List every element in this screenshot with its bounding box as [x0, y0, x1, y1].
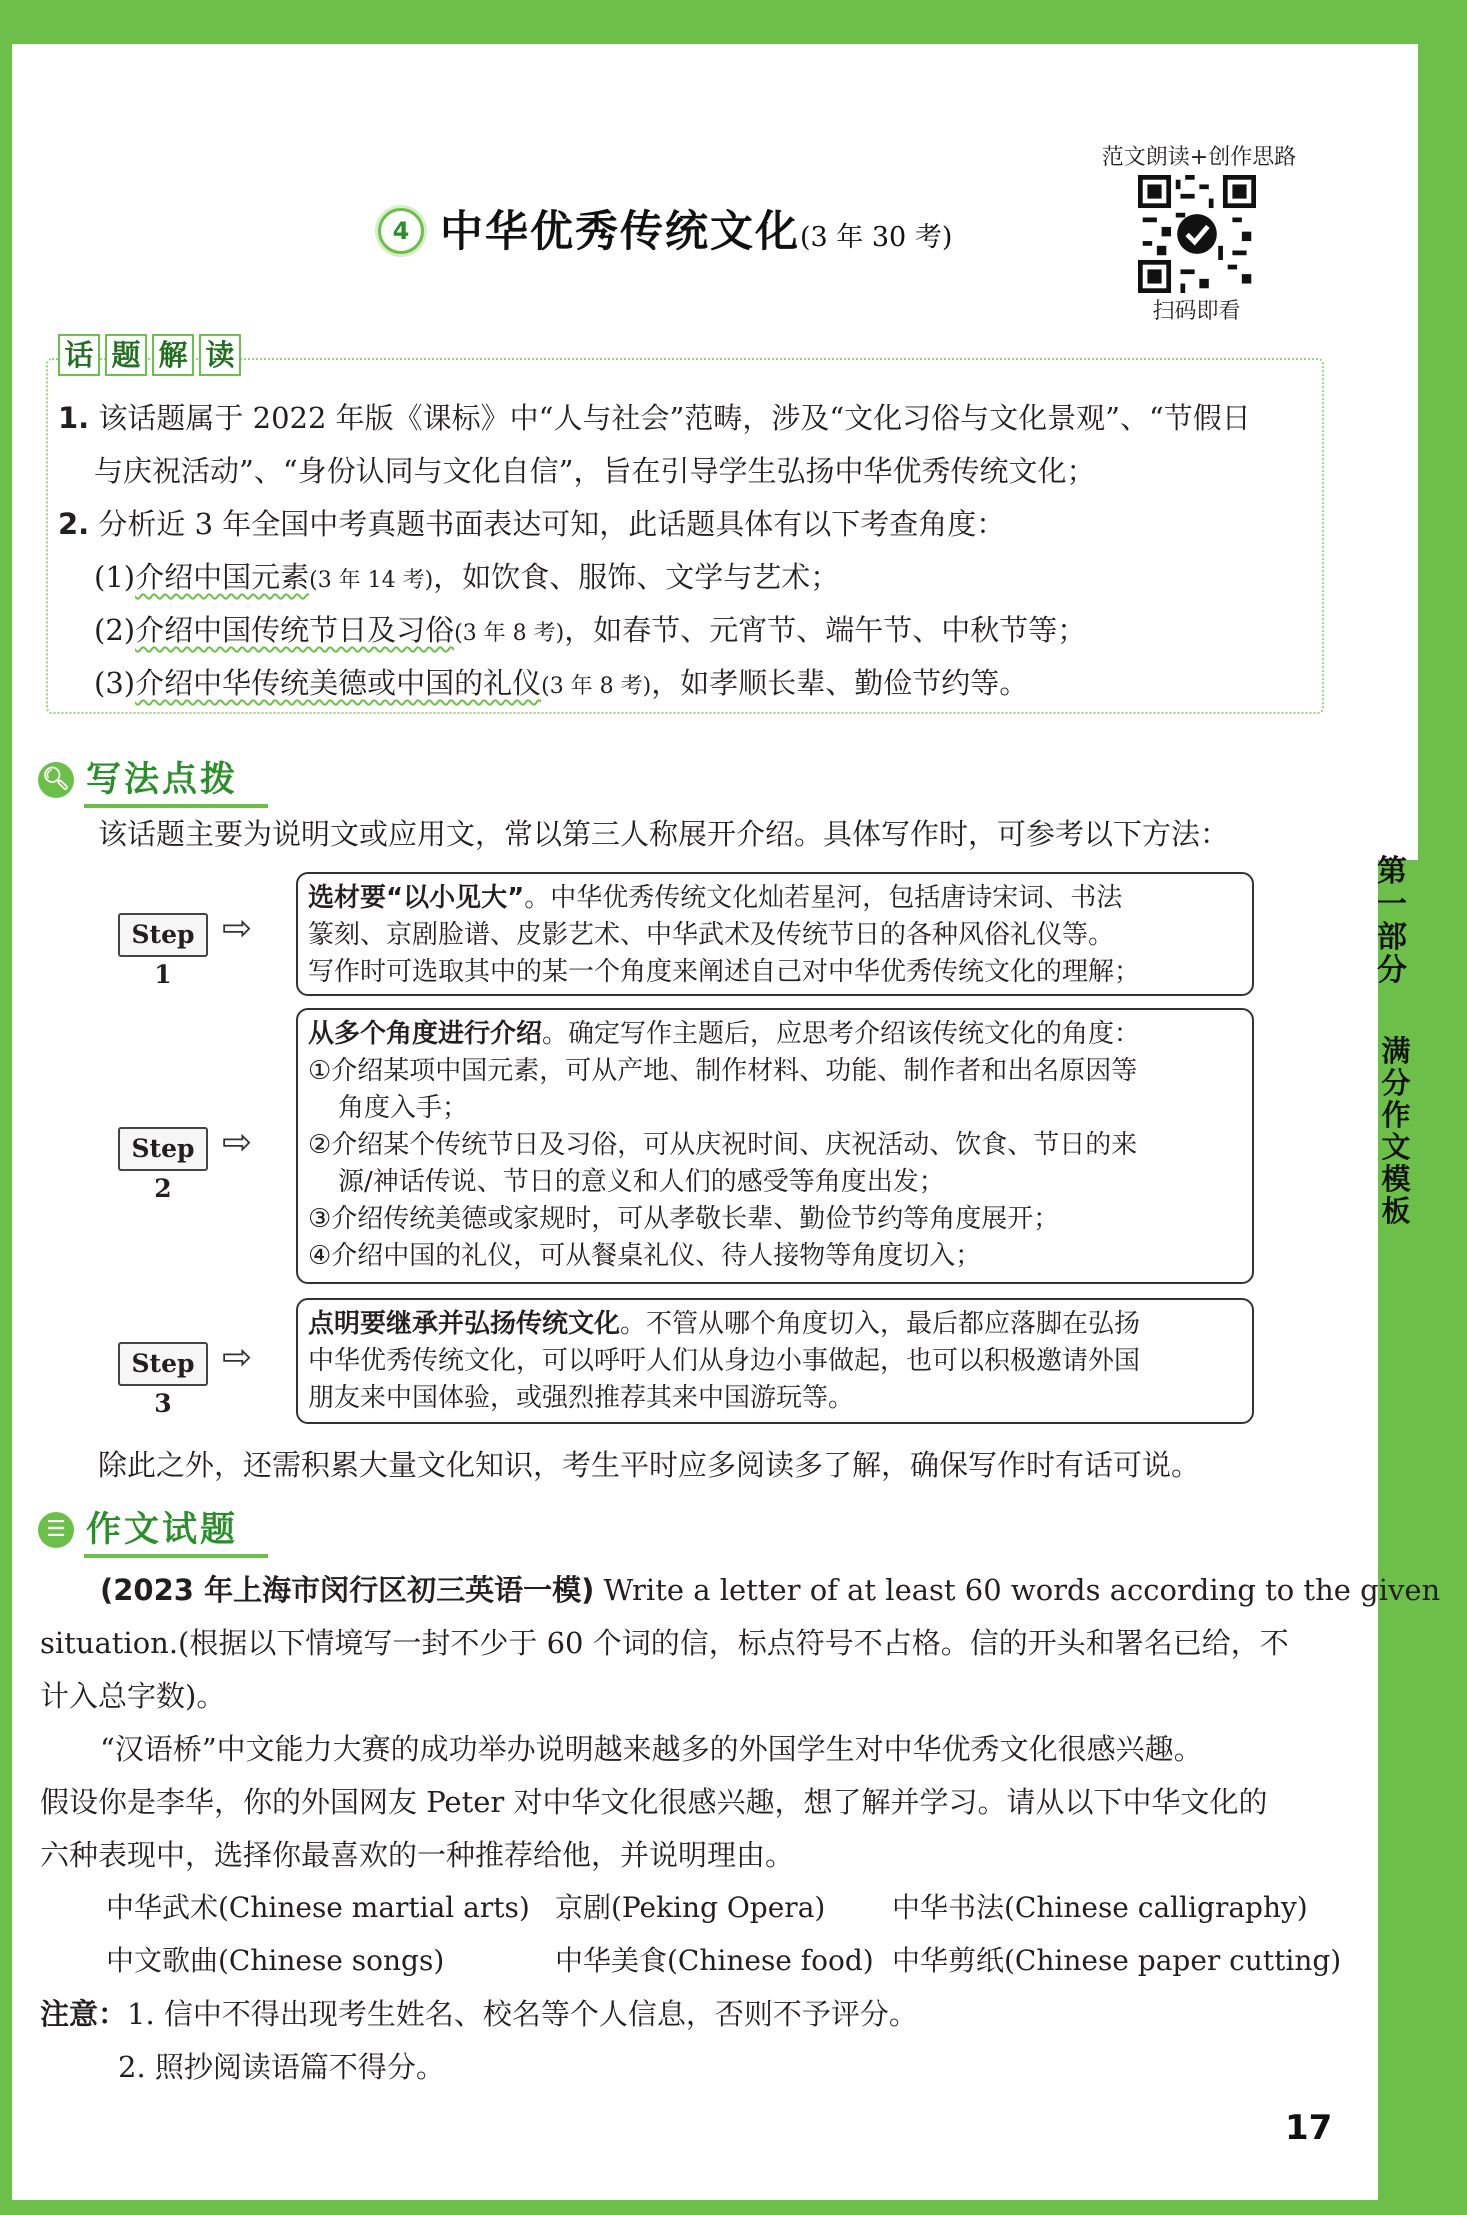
- essay-line-5: 假设你是李华，你的外国网友 Peter 对中华文化很感兴趣，想了解并学习。请从以下中华文化的: [40, 1785, 1268, 1819]
- option-peking-opera: 京剧(Peking Opera): [555, 1891, 826, 1924]
- qr-code-icon[interactable]: [1138, 175, 1256, 293]
- page-title: [440, 198, 952, 259]
- step-2-box: 从多个角度进行介绍。确定写作主题后，应思考介绍该传统文化的角度： ①介绍某项中国元素，可从产地、制作材料、功能、制作者和出名原因等 角度入手； ②介绍某个传统节日及习俗，可从庆祝时间、庆祝活动、饮食、节日的来 源/神话传说、节日的意义和人们的感受等角度出发； ③介绍传统美德或家规时，可从孝敬长辈、勤俭节约等角度展开； ④介绍中国的礼仪，可从餐桌礼仪、待人接物等角度切入；: [296, 1008, 1254, 1284]
- top-border: [0, 0, 1467, 44]
- writing-intro: 该话题主要为说明文或应用文，常以第三人称展开介绍。具体写作时，可参考以下方法：: [98, 817, 1230, 851]
- arrow-right-icon: ⇨: [222, 908, 253, 949]
- option-food: 中华美食(Chinese food): [555, 1944, 874, 1977]
- title-text: 中华优秀传统文化: [440, 207, 800, 257]
- topic-point-1-cont: 与庆祝活动”、“身份认同与文化自信”，旨在引导学生弘扬中华优秀传统文化；: [94, 454, 1096, 488]
- page-number: 17: [1285, 2108, 1333, 2148]
- notes-line-2: 2. 照抄阅读语篇不得分。: [118, 2050, 445, 2084]
- essay-line-1: (2023 年上海市闵行区初三英语一模) Write a letter of at least 60 words according to the given: [100, 1573, 1441, 1607]
- option-songs: 中文歌曲(Chinese songs): [106, 1944, 445, 1977]
- title-note: (3 年 30 考): [800, 222, 953, 253]
- option-paper-cutting: 中华剪纸(Chinese paper cutting): [892, 1944, 1342, 1977]
- side-section-label: 满 分 作 文 模 板: [1381, 1034, 1411, 1228]
- step-3-box: 点明要继承并弘扬传统文化。不管从哪个角度切入，最后都应落脚在弘扬 中华优秀传统文化，可以呼吁人们从身边小事做起，也可以积极邀请外国 朋友来中国体验，或强烈推荐其来中国游玩等。: [296, 1298, 1254, 1424]
- left-border: [0, 0, 12, 2215]
- topic-item-1: (1)介绍中国元素(3 年 14 考)，如饮食、服饰、文学与艺术；: [94, 560, 840, 594]
- writing-outro: 除此之外，还需积累大量文化知识，考生平时应多阅读多了解，确保写作时有话可说。: [98, 1448, 1201, 1482]
- essay-line-3: 计入总字数)。: [40, 1679, 226, 1713]
- qr-caption-bottom: 扫码即看: [1152, 299, 1241, 324]
- arrow-right-icon: ⇨: [222, 1337, 253, 1378]
- topic-item-2: (2)介绍中国传统节日及习俗(3 年 8 考)，如春节、元宵节、端午节、中秋节等；: [94, 613, 1087, 647]
- writing-heading: 🔍︎ 写法点拨: [38, 752, 268, 808]
- document-icon: ☰: [38, 1512, 74, 1548]
- topic-item-3: (3)介绍中华传统美德或中国的礼仪(3 年 8 考)，如孝顺长辈、勤俭节约等。: [94, 666, 1029, 700]
- essay-line-2: situation.(根据以下情境写一封不少于 60 个词的信，标点符号不占格。信的开头和署名已给，不: [40, 1626, 1289, 1660]
- step-3-label: Step 3: [118, 1342, 208, 1386]
- option-martial-arts: 中华武术(Chinese martial arts): [106, 1891, 530, 1924]
- side-part-label: 第 一 部 分: [1377, 854, 1407, 988]
- bottom-border: [0, 2200, 1467, 2215]
- essay-line-4: “汉语桥”中文能力大赛的成功举办说明越来越多的外国学生对中华优秀文化很感兴趣。: [100, 1732, 1203, 1766]
- step-1-label: Step 1: [118, 913, 208, 957]
- right-border: [1418, 0, 1467, 2215]
- qr-caption-top: 范文朗读+创作思路: [1101, 145, 1297, 170]
- notes-line-1: 注意：1. 信中不得出现考生姓名、校名等个人信息，否则不予评分。: [40, 1997, 918, 2031]
- essay-heading: ☰ 作文试题: [38, 1502, 268, 1558]
- step-2-label: Step 2: [118, 1127, 208, 1171]
- option-calligraphy: 中华书法(Chinese calligraphy): [892, 1891, 1308, 1924]
- essay-line-6: 六种表现中，选择你最喜欢的一种推荐给他，并说明理由。: [40, 1838, 795, 1872]
- topic-label: 话 题 解 读: [58, 334, 241, 376]
- topic-point-2: 2. 分析近 3 年全国中考真题书面表达可知，此话题具体有以下考查角度：: [58, 507, 1006, 541]
- title-number-badge: 4: [378, 208, 424, 254]
- step-1-box: 选材要“以小见大”。中华优秀传统文化灿若星河，包括唐诗宋词、书法 篆刻、京剧脸谱、皮影艺术、中华武术及传统节日的各种风俗礼仪等。 写作时可选取其中的某一个角度来阐述自己对中华优秀传统文化的理解；: [296, 872, 1254, 996]
- arrow-right-icon: ⇨: [222, 1122, 253, 1163]
- topic-point-1: 1. 该话题属于 2022 年版《课标》中“人与社会”范畴，涉及“文化习俗与文化景观”、“节假日: [58, 401, 1251, 435]
- magnifier-icon: 🔍︎: [38, 762, 74, 798]
